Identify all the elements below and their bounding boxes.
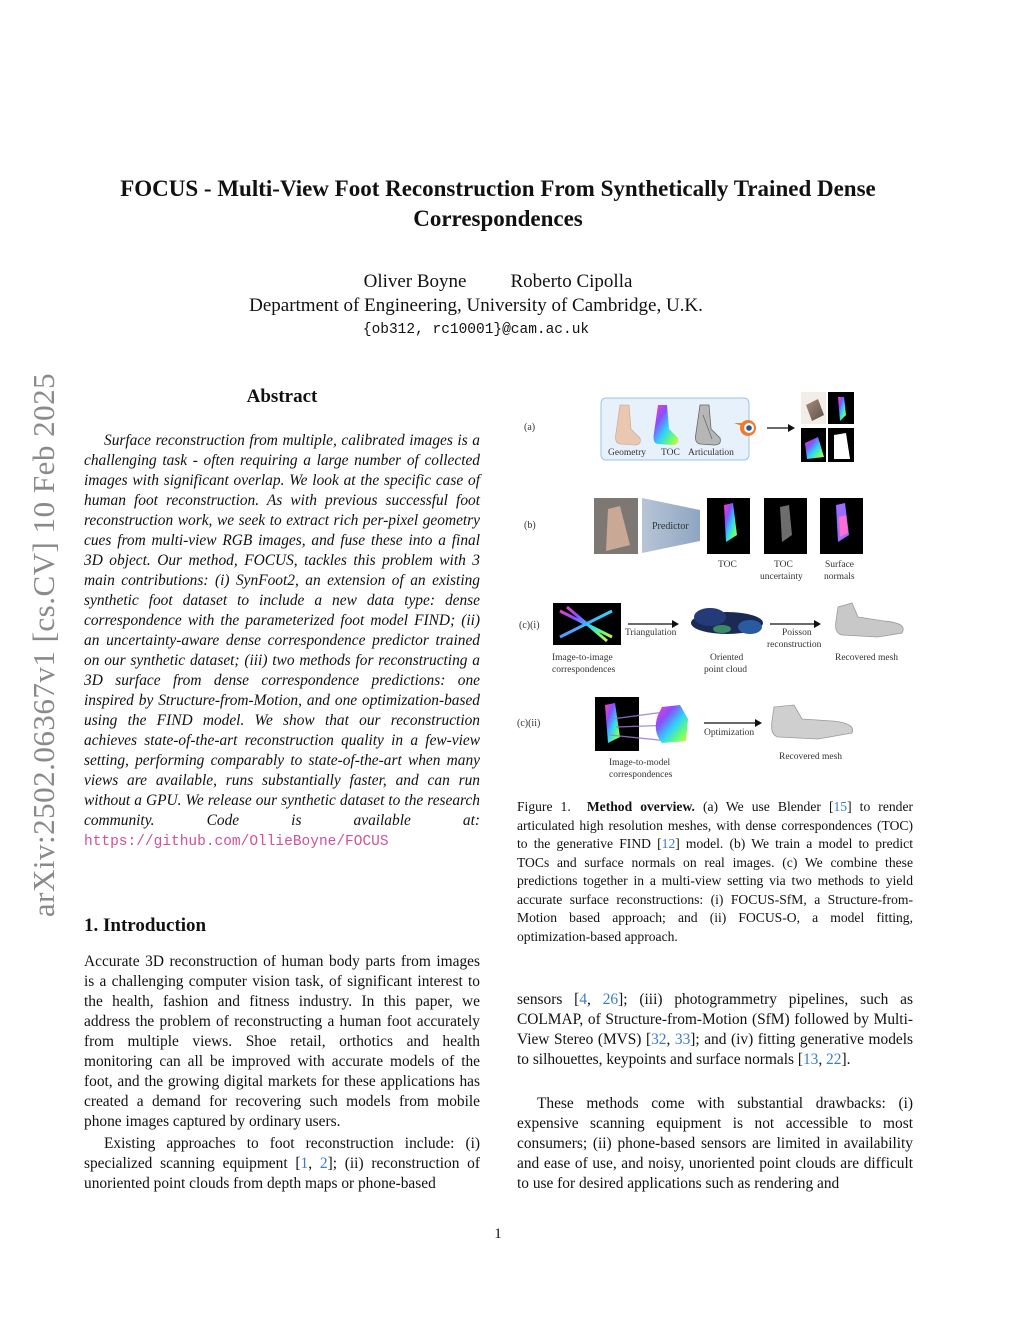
row-label: (b) <box>524 520 536 531</box>
arrow-head <box>755 719 762 727</box>
row-label: (a) <box>524 422 536 433</box>
citation-link[interactable]: 33 <box>674 1031 691 1048</box>
output-label: TOC <box>774 560 793 570</box>
authors <box>0 271 996 293</box>
caption-label: correspondences <box>552 665 616 675</box>
panel-label: Articulation <box>688 448 734 458</box>
arrow-head <box>814 620 821 628</box>
step-label: reconstruction <box>767 640 822 650</box>
intro-paragraph-3: sensors [4, 26]; (iii) photogrammetry pipelines, such as COLMAP, of Structure-from-Motion (SfM) followed by Multi-View Stereo (MVS) [32, 33]; and (iv) fitting generative models to silhouettes, keypoints and surface normals [13, 22]. <box>517 991 913 1068</box>
point-cloud <box>691 608 763 634</box>
email: {ob312, rc10001}@cam.ac.uk <box>362 322 590 338</box>
row-label: (c)(i) <box>519 620 540 631</box>
panel-label: Geometry <box>608 448 646 458</box>
output-label: uncertainty <box>760 572 803 582</box>
output-label: Surface <box>825 560 855 570</box>
step-label: Poisson <box>782 628 812 638</box>
page-number: 1 <box>494 1226 502 1242</box>
citation-link[interactable]: 12 <box>661 836 676 851</box>
abstract-heading: Abstract <box>246 386 318 407</box>
citation-link[interactable]: 2 <box>319 1155 328 1172</box>
citation-link[interactable]: 22 <box>826 1051 842 1068</box>
paper-title: FOCUS - Multi-View Foot Reconstruction From Synthetically Trained Dense Correspondences <box>120 176 876 231</box>
citation-link[interactable]: 1 <box>300 1155 309 1172</box>
code-link[interactable]: https://github.com/OllieBoyne/FOCUS <box>84 834 389 850</box>
row-label: (c)(ii) <box>517 718 541 729</box>
caption-label: Recovered mesh <box>779 752 843 762</box>
author-name: Oliver Boyne <box>363 271 467 292</box>
affiliation: Department of Engineering, University of Cambridge, U.K. <box>249 295 703 316</box>
intro-paragraph-2: Existing approaches to foot reconstruction include: (i) specialized scanning equipment [1, 2]; (ii) reconstruction of unoriented point clouds from depth maps or phone-based <box>84 1135 480 1192</box>
step-label: Optimization <box>704 728 755 738</box>
render-panel <box>601 398 756 460</box>
caption-label: point cloud <box>704 665 748 675</box>
recovered-mesh <box>836 603 904 637</box>
arxiv-stamp: arXiv:2502.06367v1 [cs.CV] 10 Feb 2025 <box>26 372 61 918</box>
recovered-mesh <box>772 705 853 739</box>
arrow-head <box>788 424 795 432</box>
section-heading: 1. Introduction <box>84 915 207 936</box>
panel-label: TOC <box>661 448 680 458</box>
predictor-label: Predictor <box>652 521 689 532</box>
caption-label: Image-to-image <box>552 653 613 663</box>
caption-label: correspondences <box>609 770 673 780</box>
toc-model <box>656 705 688 743</box>
output-label: TOC <box>718 560 737 570</box>
author-name: Roberto Cipolla <box>510 271 633 292</box>
caption-label: Recovered mesh <box>835 653 899 663</box>
citation-link[interactable]: 32 <box>651 1031 667 1048</box>
output-label: normals <box>824 572 855 582</box>
caption-label: Oriented <box>710 653 744 663</box>
method-overview-figure <box>512 385 922 785</box>
caption-label: Image-to-model <box>609 758 671 768</box>
citation-link[interactable]: 15 <box>833 799 848 814</box>
citation-link[interactable]: 4 <box>579 991 588 1008</box>
figure-caption: Figure 1. Method overview. (a) We use Blender [15] to render articulated high resolution meshes, with dense correspondences (TOC) to the generative FIND [12] model. (b) We train a model to predict TOCs and surface normals on real images. (c) We combine these predictions together in a multi-view setting via two methods to yield accurate surface reconstructions: (i) FOCUS-SfM, a Structure-from-Motion based approach; and (ii) FOCUS-O, a model fitting, optimization-based approach. <box>517 799 914 944</box>
arrow-head <box>672 620 679 628</box>
abstract-text: Surface reconstruction from multiple, calibrated images is a challenging task - often requiring a large number of collected images with significant overlap. We look at the specific case of human foot reconstruction. As with previous successful foot reconstruction work, we seek to extract rich per-pixel geometry cues from multi-view RGB images, and fuse these into a final 3D object. Our method, FOCUS, tackles this problem with 3 main contributions: (i) SynFoot2, an extension of an existing synthetic foot dataset to include a new data type: dense correspondence with the parameterized foot model FIND; (ii) an uncertainty-aware dense correspondence predictor trained on our synthetic dataset; (iii) two methods for reconstructing a 3D surface from dense correspondence predictions: one inspired by Structure-from-Motion, and one optimization-based using the FIND model. We show that our reconstruction achieves state-of-the-art reconstruction quality in a few-view setting, performing comparably to state-of-the-art when many views are available, runs substantially faster, and can run without a GPU. We release our synthetic dataset to the research community. Code is available at: https://github.com/OllieBoyne/FOCUS <box>84 432 480 850</box>
intro-paragraph-1: Accurate 3D reconstruction of human body parts from images is a challenging computer vision task, of significant interest to the health, fashion and fitness industry. In this paper, we address the problem of reconstructing a human foot accurately from multiple views. Shoe retail, orthotics and health monitoring can all be improved with accurate models of the foot, and the growing digital markets for these applications has created a demand for recovering such models from mobile phone images captured by ordinary users. <box>84 953 480 1130</box>
intro-paragraph-4: These methods come with substantial drawbacks: (i) expensive scanning equipment is not accessible to most consumers; (ii) phone-based sensors are limited in availability and ease of use, and noisy, unoriented point clouds are difficult to use for desired applications such as rendering and <box>517 1095 913 1192</box>
citation-link[interactable]: 26 <box>602 991 619 1008</box>
rendered-samples <box>801 392 854 462</box>
step-label: Triangulation <box>625 628 677 638</box>
citation-link[interactable]: 13 <box>802 1051 819 1068</box>
